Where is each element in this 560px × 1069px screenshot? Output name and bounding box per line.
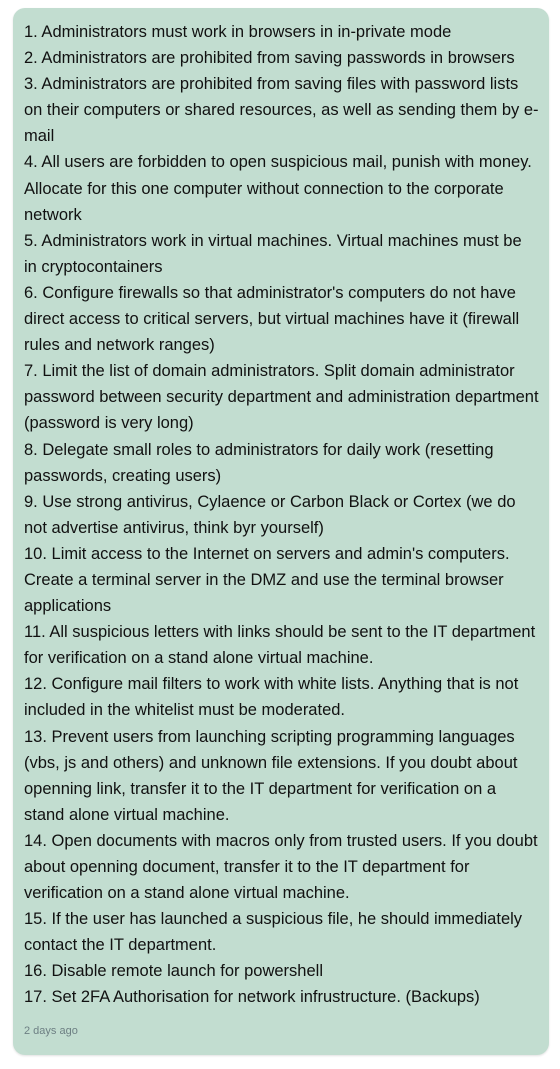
message-line-5: 5. Administrators work in virtual machines. Virtual machines must be in cryptocontainers (24, 231, 522, 276)
message-line-11: 11. All suspicious letters with links should be sent to the IT department for verification on a stand alone virtual machine. (24, 623, 536, 668)
message-line-17: 17. Set 2FA Authorisation for network infrustructure. (Backups) (24, 988, 480, 1007)
message-line-4: 4. All users are forbidden to open suspicious mail, punish with money. Allocate for this one computer without connection to the corporate network (24, 153, 532, 224)
message-line-13: 13. Prevent users from launching scripting programming languages (vbs, js and others) and unknown file extensions. If you doubt about openning link, transfer it to the IT department for verification on a stand alone virtual machine. (24, 727, 518, 824)
message-line-7: 7. Limit the list of domain administrators. Split domain administrator password between security department and administration department (password is very long) (24, 362, 539, 433)
message-line-16: 16. Disable remote launch for powershell (24, 962, 323, 981)
message-line-9: 9. Use strong antivirus, Cylaence or Carbon Black or Cortex (we do not advertise antivirus, think byr yourself) (24, 492, 516, 537)
message-line-8: 8. Delegate small roles to administrators for daily work (resetting passwords, creating users) (24, 440, 494, 485)
message-line-14: 14. Open documents with macros only from trusted users. If you doubt about openning document, transfer it to the IT department for verification on a stand alone virtual machine. (24, 831, 538, 903)
message-timestamp: 2 days ago (24, 1025, 78, 1037)
message-line-1: 1. Administrators must work in browsers in in-private mode (24, 23, 452, 41)
message-line-12: 12. Configure mail filters to work with white lists. Anything that is not included in the whitelist must be moderated. (24, 675, 519, 720)
message-line-2: 2. Administrators are prohibited from saving passwords in browsers (24, 49, 515, 68)
message-line-3: 3. Administrators are prohibited from saving files with password lists on their computers or shared resources, as well as sending them by e-mail (24, 75, 539, 146)
message-line-10: 10. Limit access to the Internet on servers and admin's computers. Create a terminal server in the DMZ and use the terminal browser applications (24, 544, 510, 616)
message-line-15: 15. If the user has launched a suspicious file, he should immediately contact the IT department. (24, 910, 523, 955)
message-line-6: 6. Configure firewalls so that administrator's computers do not have direct access to critical servers, but virtual machines have it (firewall rules and network ranges) (24, 283, 520, 355)
message-bubble (13, 8, 549, 1055)
